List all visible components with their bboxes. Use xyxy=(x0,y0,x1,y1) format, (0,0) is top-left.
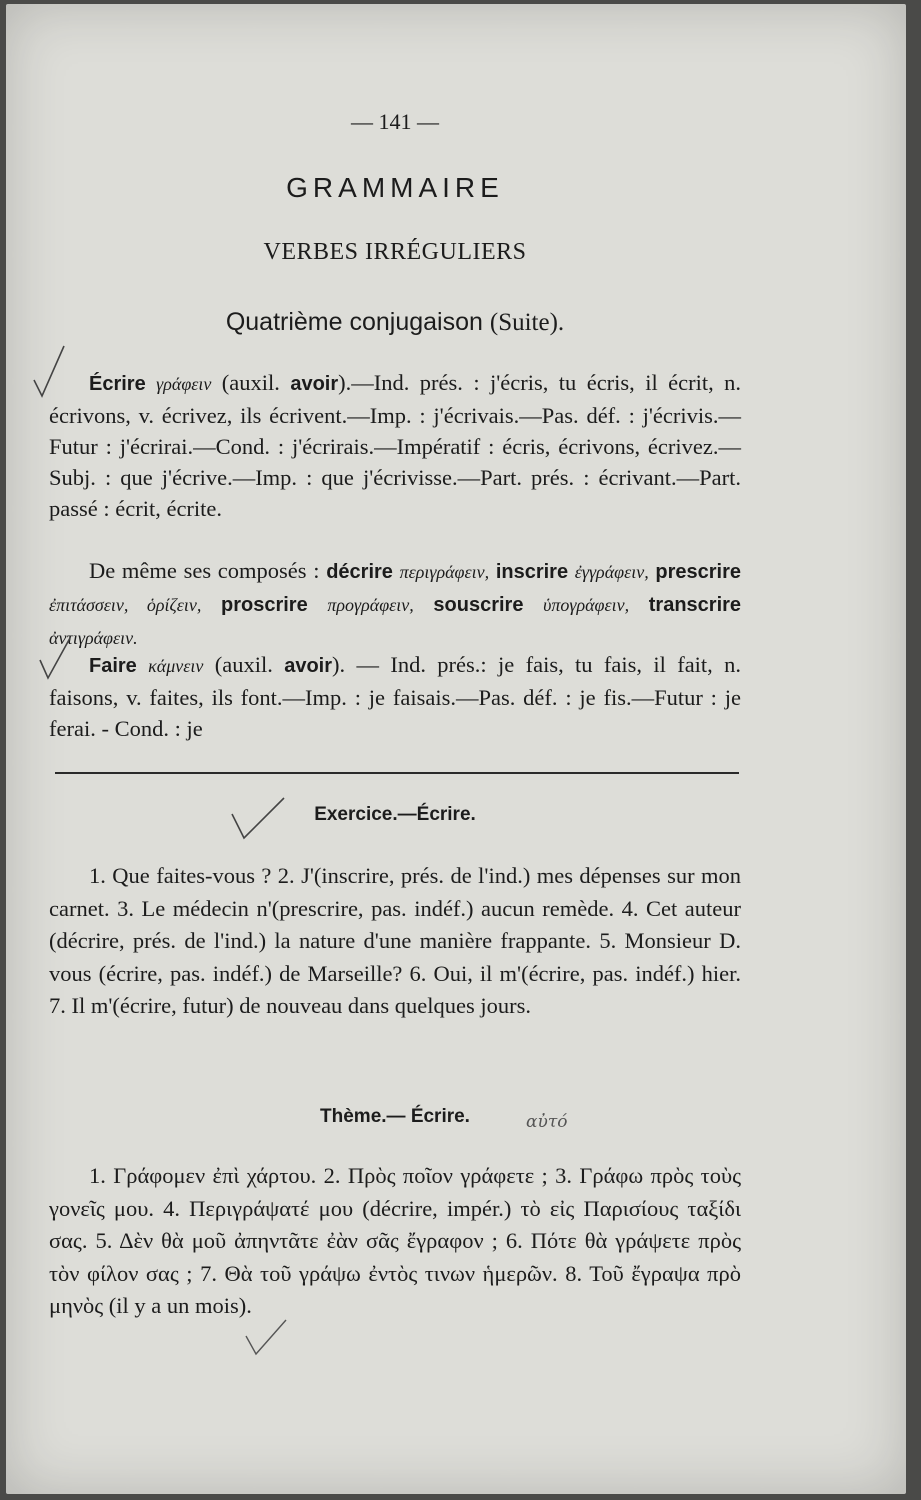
exercice-heading: Exercice.—Écrire. xyxy=(314,804,476,825)
aux-open: (auxil. xyxy=(221,370,280,395)
composes-paragraph xyxy=(49,555,741,654)
heading-grammaire: GRAMMAIRE xyxy=(286,172,504,203)
aux-open: (auxil. xyxy=(214,652,273,677)
theme-heading: Thème.— Écrire. xyxy=(320,1106,470,1127)
heading-conjugaison-title: Quatrième conjugaison xyxy=(225,308,483,336)
aux-avoir: avoir xyxy=(284,655,333,677)
ecrire-paragraph xyxy=(49,367,741,524)
checkmark-icon xyxy=(228,794,288,844)
checkmark-icon xyxy=(30,344,70,404)
greek-proscrire: προγράφειν, xyxy=(327,595,414,615)
verb-faire: Faire xyxy=(89,655,137,677)
verb-transcrire: transcrire xyxy=(648,594,742,616)
verb-proscrire: proscrire xyxy=(221,594,308,616)
ecrire-conjugation: ).—Ind. prés. : j'écris, tu écris, il écrit, n. écrivons, v. écrivez, ils écrivent.—Imp. : j'écrivais.—Pas. déf. : j'écrivis.—Futur : j'écrirai.—Cond. : j'écrirais.—Impératif : écris, écrivons, écrivez.—Subj. : que j'écrive.—Imp. : que j'écrivisse.—Part. prés. : écrivant.—Part. passé : écrit, écrite. xyxy=(49,370,742,521)
page-number: — 141 — xyxy=(351,109,439,134)
faire-conjugation: ). — Ind. prés.: je fais, tu fais, il fait, n. faisons, v. faites, ils font.—Imp. : je faisais.—Pas. déf. : je fis.—Futur : je ferai. - Cond. : je xyxy=(49,652,742,741)
section-divider xyxy=(55,772,739,774)
greek-inscrire: ἐγγράφειν, xyxy=(574,562,649,582)
handwritten-annotation: αὐτό xyxy=(526,1112,568,1132)
theme-text: 1. Γράφομεν ἐπὶ χάρτου. 2. Πρὸς ποῖον γράφετε ; 3. Γράφω πρὸς τοὺς γονεῖς μου. 4. Περιγράψατέ μου (décrire, impér.) τὸ εἰς Παρισίους ταξίδι σας. 5. Δὲν θὰ μοῦ ἀπηντᾶτε ἐὰν σᾶς ἔγραφον ; 6. Πότε θὰ γράψετε πρὸς τὸν φίλον σας ; 7. Θὰ τοῦ γράψω ἐντὸς τινων ἡμερῶν. 8. Τοῦ ἔγραψα πρὸ μηνὸς (il y a un mois). xyxy=(49,1163,741,1318)
greek-prescrire: ἐπιτάσσειν, ὁρίζειν, xyxy=(49,595,202,615)
heading-conjugaison xyxy=(49,308,741,337)
checkmark-icon xyxy=(36,634,76,684)
verb-prescrire: prescrire xyxy=(655,561,742,583)
faire-paragraph xyxy=(49,649,741,744)
verb-inscrire: inscrire xyxy=(495,561,569,583)
verb-souscrire: souscrire xyxy=(433,594,524,616)
heading-conjugaison-suite: (Suite). xyxy=(489,309,565,336)
aux-avoir: avoir xyxy=(290,373,339,395)
book-page xyxy=(6,4,906,1494)
verb-ecrire: Écrire xyxy=(89,373,146,395)
checkmark-icon xyxy=(242,1314,292,1359)
verb-decrire: décrire xyxy=(326,561,393,583)
heading-verbes-irreguliers: VERBES IRRÉGULIERS xyxy=(263,239,527,265)
greek-decrire: περιγράφειν, xyxy=(399,562,490,582)
greek-faire: κάμνειν xyxy=(148,656,204,676)
exercice-text: 1. Que faites-vous ? 2. J'(inscrire, prés. de l'ind.) mes dépenses sur mon carnet. 3. Le médecin n'(prescrire, pas. indéf.) aucun remède. 4. Cet auteur (décrire, prés. de l'ind.) la nature d'une manière frappante. 5. Monsieur D. vous (écrire, pas. indéf.) de Marseille? 6. Oui, il m'(écrire, pas. indéf.) hier. 7. Il m'(écrire, futur) de nouveau dans quelques jours. xyxy=(49,863,741,1018)
greek-transcrire: ἀντιγράφειν. xyxy=(49,628,138,648)
composes-intro: De même ses composés : xyxy=(89,558,320,583)
greek-souscrire: ὑπογράφειν, xyxy=(543,595,630,615)
greek-ecrire: γράφειν xyxy=(156,374,212,394)
